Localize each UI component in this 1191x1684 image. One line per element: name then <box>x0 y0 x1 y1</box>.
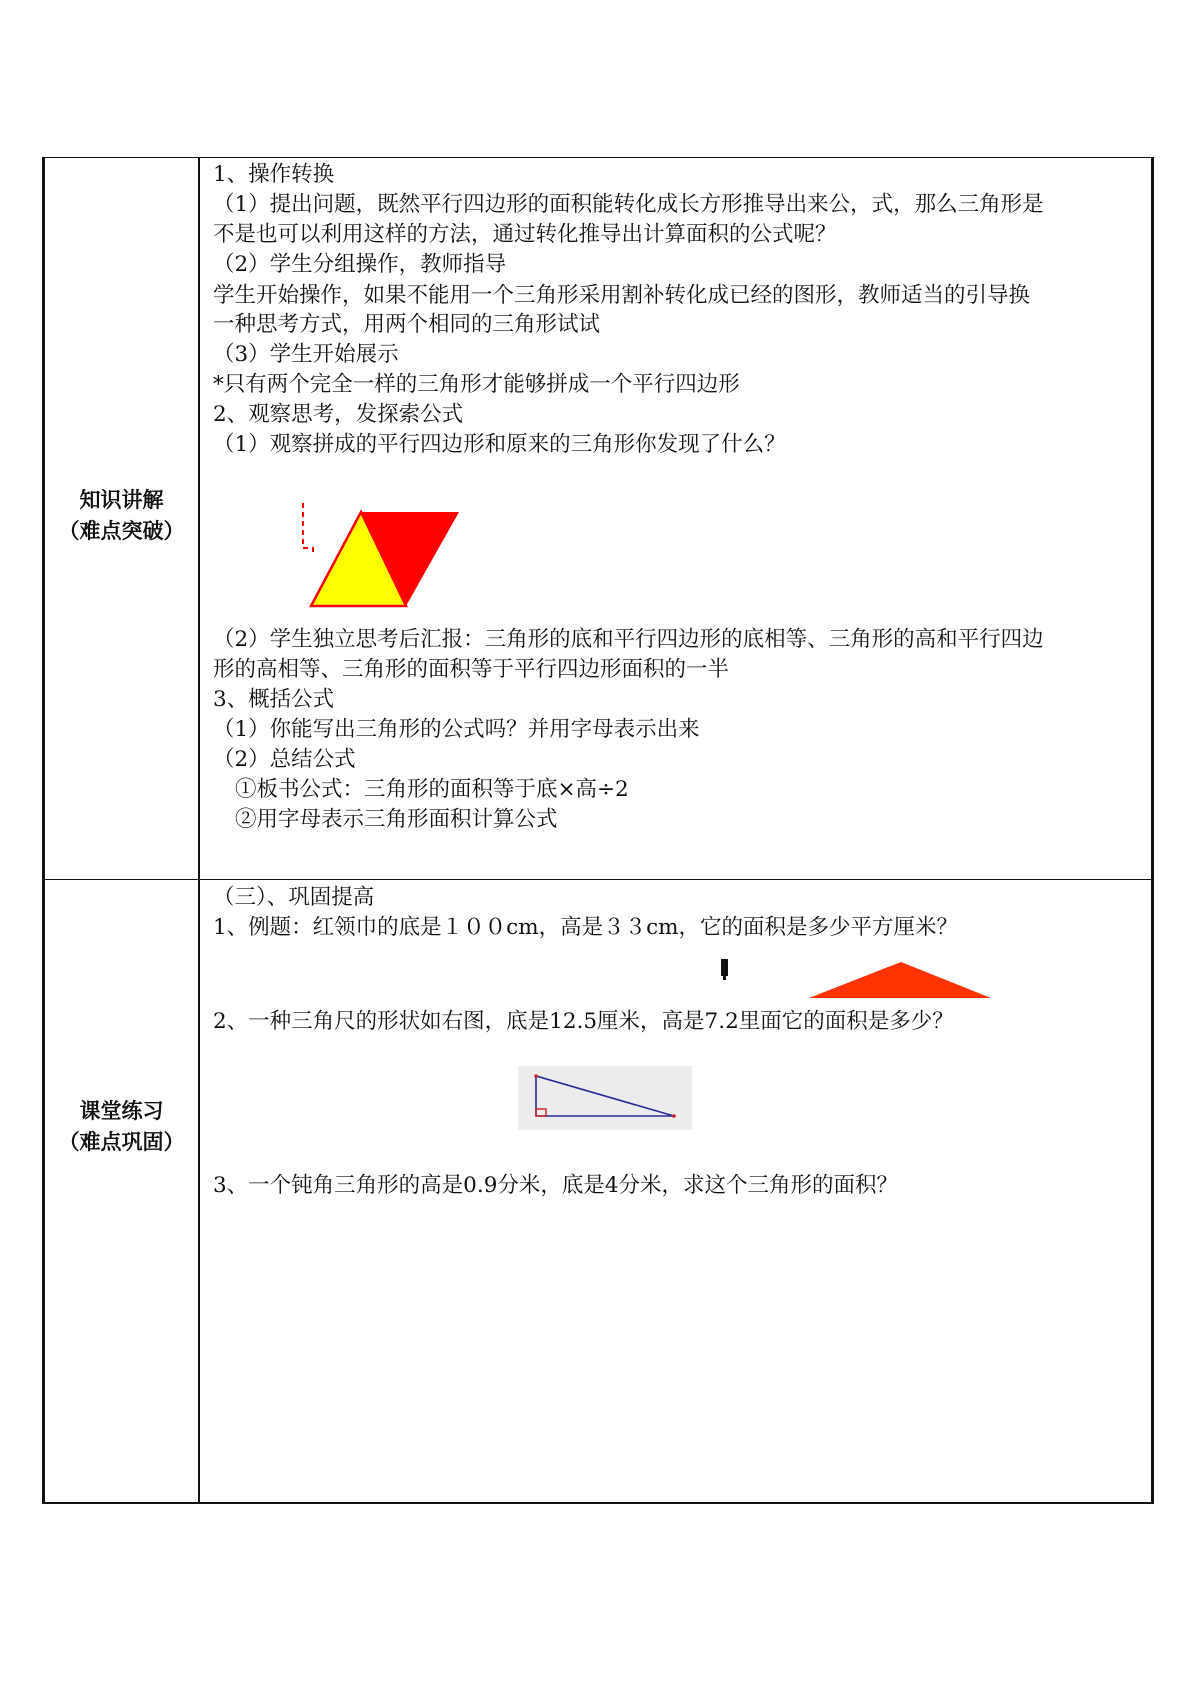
s2-heading: （三）、巩固提高 <box>213 885 375 910</box>
s1-line-5: 一种思考方式，用两个相同的三角形试试 <box>213 312 601 337</box>
section2-label <box>45 1096 198 1158</box>
section1-label <box>45 485 198 547</box>
s1-line-11: 形的高相等、三角形的面积等于平行四边形面积的一半 <box>213 657 730 682</box>
s2-question-3: 3、一个钝角三角形的高是0.9分米，底是4分米，求这个三角形的面积？ <box>213 1173 899 1198</box>
section2-label-title: 课堂练习 <box>79 1099 164 1123</box>
s1-line-12: 3、概括公式 <box>213 687 335 712</box>
s1-line-3: （2）学生分组操作，教师指导 <box>213 252 507 277</box>
row-divider <box>45 879 1151 880</box>
height-dashed-line <box>303 503 313 554</box>
red-scarf-triangle <box>809 960 993 1000</box>
s1-line-8: 2、观察思考，发探索公式 <box>213 402 464 427</box>
s1-line-2: 不是也可以利用这样的方法，通过转化推导出计算面积的公式呢？ <box>213 222 837 247</box>
lesson-table <box>42 157 1154 1504</box>
s1-line-15: ①板书公式：三角形的面积等于底×高÷2 <box>235 777 629 802</box>
s1-line-16: ②用字母表示三角形面积计算公式 <box>235 807 558 832</box>
s1-line-13: （1）你能写出三角形的公式吗？并用字母表示出来 <box>213 717 700 742</box>
section1-label-subtitle: （难点突破） <box>58 519 185 543</box>
s1-line-9: （1）观察拼成的平行四边形和原来的三角形你发现了什么？ <box>213 432 786 457</box>
s1-line-14: （2）总结公式 <box>213 747 356 772</box>
triangle-parallelogram-figure <box>291 498 471 618</box>
section1-label-title: 知识讲解 <box>79 488 164 512</box>
set-square-figure <box>518 1066 692 1130</box>
s1-line-6: （3）学生开始展示 <box>213 342 399 367</box>
s1-line-0: 1、操作转换 <box>213 162 335 187</box>
column-divider <box>198 158 200 1502</box>
section2-label-subtitle: （难点巩固） <box>58 1130 185 1154</box>
s2-question-2: 2、一种三角尺的形状如右图，底是12.5厘米，高是7.2里面它的面积是多少？ <box>213 1009 954 1034</box>
s1-line-7: *只有两个完全一样的三角形才能够拼成一个平行四边形 <box>213 372 740 397</box>
marker-icon <box>719 958 729 982</box>
s1-line-10: （2）学生独立思考后汇报：三角形的底和平行四边形的底相等、三角形的高和平行四边 <box>213 627 1044 652</box>
s2-question-1: 1、例题：红领巾的底是１００cm，高是３３cm，它的面积是多少平方厘米？ <box>213 915 959 940</box>
s1-line-1: （1）提出问题，既然平行四边形的面积能转化成长方形推导出来公，式，那么三角形是 <box>213 192 1044 217</box>
s1-line-4: 学生开始操作，如果不能用一个三角形采用割补转化成已经的图形，教师适当的引导换 <box>213 283 1031 308</box>
